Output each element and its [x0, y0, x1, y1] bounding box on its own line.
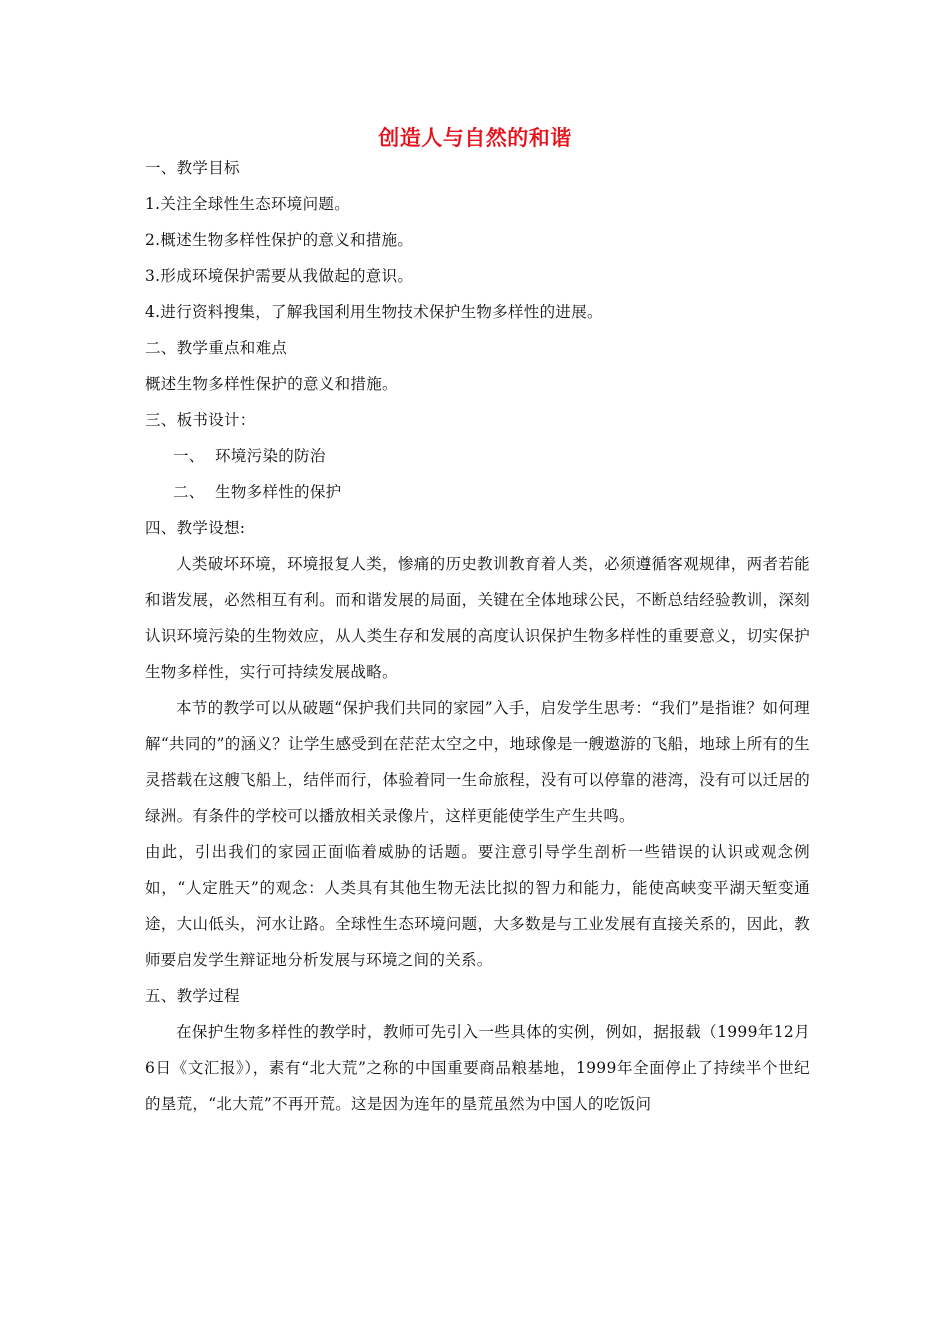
section-heading-teaching-process: 五、教学过程	[145, 987, 240, 1005]
section-heading-teaching-idea: 四、教学设想:	[145, 519, 246, 537]
goal-item: 2.概述生物多样性保护的意义和措施。	[145, 231, 414, 249]
document-body	[145, 150, 810, 1122]
section-heading-goals: 一、教学目标	[145, 159, 240, 177]
teaching-idea-paragraph: 人类破坏环境，环境报复人类，惨痛的历史教训教育着人类，必须遵循客观规律，两者若能和谐发展，必然相互有利。而和谐发展的局面，关键在全体地球公民，不断总结经验教训，深刻认识环境污染的生物效应，从人类生存和发展的高度认识保护生物多样性的重要意义，切实保护生物多样性，实行可持续发展战略。	[145, 555, 810, 681]
key-points-text: 概述生物多样性保护的意义和措施。	[145, 375, 398, 393]
goal-item: 4.进行资料搜集，了解我国利用生物技术保护生物多样性的进展。	[145, 303, 603, 321]
goal-item: 1.关注全球性生态环境问题。	[145, 195, 350, 213]
goal-item: 3.形成环境保护需要从我做起的意识。	[145, 267, 414, 285]
board-item: 二、 生物多样性的保护	[173, 483, 342, 501]
section-heading-board-design: 三、板书设计：	[145, 411, 256, 429]
board-item: 一、 环境污染的防治	[173, 447, 326, 465]
teaching-idea-paragraph: 本节的教学可以从破题“保护我们共同的家园”入手，启发学生思考：“我们”是指谁？如何理解“共同的”的涵义？让学生感受到在茫茫太空之中，地球像是一艘遨游的飞船，地球上所有的生灵搭载在这艘飞船上，结伴而行，体验着同一生命旅程，没有可以停靠的港湾，没有可以迁居的绿洲。有条件的学校可以播放相关录像片，这样更能使学生产生共鸣。	[145, 699, 810, 825]
teaching-idea-extra-paragraph: 由此，引出我们的家园正面临着威胁的话题。要注意引导学生剖析一些错误的认识或观念例如，“人定胜天”的观念：人类具有其他生物无法比拟的智力和能力，能使高峡变平湖天堑变通途，大山低头，河水让路。全球性生态环境问题，大多数是与工业发展有直接关系的，因此，教师要启发学生辩证地分析发展与环境之间的关系。	[145, 843, 810, 969]
page-title: 创造人与自然的和谐	[378, 126, 572, 150]
teaching-process-paragraph: 在保护生物多样性的教学时，教师可先引入一些具体的实例，例如，据报载（1999年12月6日《文汇报》），素有“北大荒”之称的中国重要商品粮基地，1999年全面停止了持续半个世纪的垦荒，“北大荒”不再开荒。这是因为连年的垦荒虽然为中国人的吃饭问	[145, 1023, 810, 1113]
section-heading-key-points: 二、教学重点和难点	[145, 339, 288, 357]
